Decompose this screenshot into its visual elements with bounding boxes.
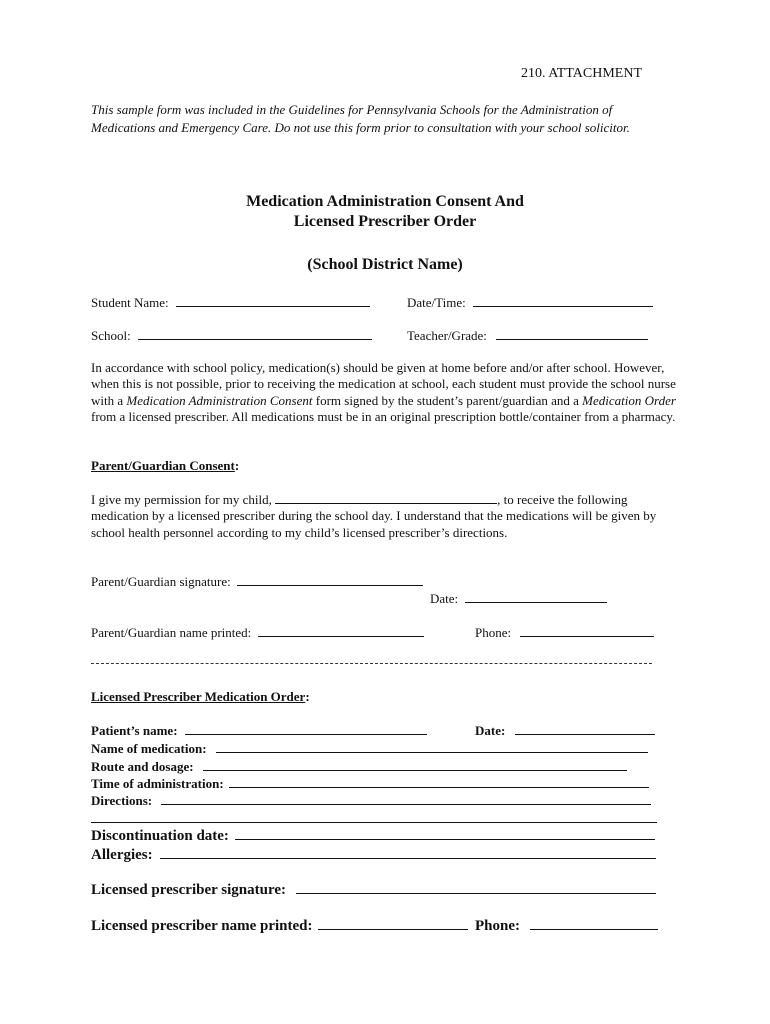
school-line[interactable] xyxy=(138,327,372,340)
medication-field[interactable] xyxy=(91,740,648,757)
directions-line[interactable] xyxy=(161,792,651,805)
prescriber-phone-line[interactable] xyxy=(530,916,658,930)
discontinuation-date-field[interactable] xyxy=(91,826,655,845)
permission-text-end: , to receive the following medication by a licensed prescriber during the school day. I understand that the medications will be given by school health personnel according to my child’s licensed prescriber’s directions. xyxy=(91,492,657,540)
allergies-field[interactable] xyxy=(91,845,656,864)
teacher-grade-label: Teacher/Grade: xyxy=(407,328,487,343)
prescriber-name-field[interactable] xyxy=(91,916,468,935)
parent-signature-field[interactable] xyxy=(91,573,423,590)
prescriber-order-heading xyxy=(91,689,310,705)
medication-label: Name of medication: xyxy=(91,741,207,756)
order-term: Medication Order xyxy=(582,392,676,408)
prescriber-name-line[interactable] xyxy=(318,916,468,930)
administration-time-label: Time of administration: xyxy=(91,776,224,791)
date-time-line[interactable] xyxy=(473,294,653,307)
patient-name-field[interactable] xyxy=(91,722,427,739)
section-divider xyxy=(91,663,652,664)
patient-name-label: Patient’s name: xyxy=(91,723,178,738)
prescriber-signature-label: Licensed prescriber signature: xyxy=(91,882,286,898)
allergies-line[interactable] xyxy=(160,845,656,859)
discontinuation-date-label: Discontinuation date: xyxy=(91,828,229,844)
form-title-line2: Licensed Prescriber Order xyxy=(293,213,477,230)
teacher-grade-line[interactable] xyxy=(496,327,648,340)
prescriber-phone-label: Phone: xyxy=(475,918,520,934)
allergies-label: Allergies: xyxy=(91,847,153,863)
attachment-label: 210. ATTACHMENT xyxy=(521,66,642,81)
student-name-label: Student Name: xyxy=(91,295,169,310)
parent-date-label: Date: xyxy=(430,591,459,606)
parent-consent-heading xyxy=(91,458,239,474)
parent-phone-field[interactable] xyxy=(475,624,654,641)
route-dosage-field[interactable] xyxy=(91,758,627,775)
prescriber-phone-field[interactable] xyxy=(475,916,658,935)
prescriber-signature-field[interactable] xyxy=(91,880,656,899)
prescriber-date-label: Date: xyxy=(475,723,506,738)
child-name-line[interactable] xyxy=(275,491,497,504)
prescriber-date-line[interactable] xyxy=(515,722,655,735)
permission-paragraph xyxy=(91,491,681,541)
prescriber-order-heading-colon: : xyxy=(305,689,310,704)
parent-date-field[interactable] xyxy=(430,590,607,607)
date-time-field[interactable] xyxy=(407,294,653,311)
directions-field[interactable] xyxy=(91,792,651,809)
intro-text-3: from a licensed prescriber. All medications must be in an original prescription bottle/container from a pharmacy. xyxy=(91,409,676,425)
route-dosage-label: Route and dosage: xyxy=(91,759,194,774)
parent-date-line[interactable] xyxy=(465,590,607,603)
teacher-grade-field[interactable] xyxy=(407,327,648,344)
prescriber-signature-line[interactable] xyxy=(296,880,656,894)
date-time-label: Date/Time: xyxy=(407,295,466,310)
student-name-field[interactable] xyxy=(91,294,370,311)
directions-extra-line[interactable] xyxy=(91,822,657,823)
school-field[interactable] xyxy=(91,327,372,344)
parent-consent-heading-colon: : xyxy=(234,458,240,473)
intro-paragraph xyxy=(91,360,681,426)
consent-term: Medication Administration Consent xyxy=(126,392,313,408)
administration-time-field[interactable] xyxy=(91,775,649,792)
intro-text-2: form signed by the student’s parent/guardian and a xyxy=(312,392,583,408)
permission-text-start: I give my permission for my child, xyxy=(91,492,272,507)
discontinuation-date-line[interactable] xyxy=(235,826,655,840)
administration-time-line[interactable] xyxy=(229,775,649,788)
parent-name-field[interactable] xyxy=(91,624,424,641)
prescriber-order-heading-text: Licensed Prescriber Medication Order xyxy=(91,689,306,704)
sample-form-note: This sample form was included in the Guidelines for Pennsylvania Schools for the Administration of Medications and Emergency Care. Do not use this form prior to consultation with your school solicitor. xyxy=(91,102,630,135)
parent-phone-label: Phone: xyxy=(475,625,512,640)
directions-label: Directions: xyxy=(91,793,153,808)
patient-name-line[interactable] xyxy=(185,722,427,735)
intro-text-1: In accordance with school policy, medication(s) should be given at home before and/or after school. However, when this is not possible, prior to receiving the medication at school, each student must provide the school nurse with a xyxy=(91,360,676,408)
prescriber-name-label: Licensed prescriber name printed: xyxy=(91,918,313,934)
student-name-line[interactable] xyxy=(176,294,370,307)
form-title-line1: Medication Administration Consent And xyxy=(246,193,524,210)
parent-signature-line[interactable] xyxy=(237,573,423,586)
parent-name-label: Parent/Guardian name printed: xyxy=(91,625,252,640)
school-district-name: (School District Name) xyxy=(307,256,463,273)
parent-name-line[interactable] xyxy=(258,624,424,637)
parent-consent-heading-text: Parent/Guardian Consent xyxy=(91,458,235,473)
school-label: School: xyxy=(91,328,131,343)
medication-line[interactable] xyxy=(216,740,648,753)
parent-signature-label: Parent/Guardian signature: xyxy=(91,574,231,589)
parent-phone-line[interactable] xyxy=(520,624,654,637)
route-dosage-line[interactable] xyxy=(203,758,627,771)
prescriber-date-field[interactable] xyxy=(475,722,655,739)
